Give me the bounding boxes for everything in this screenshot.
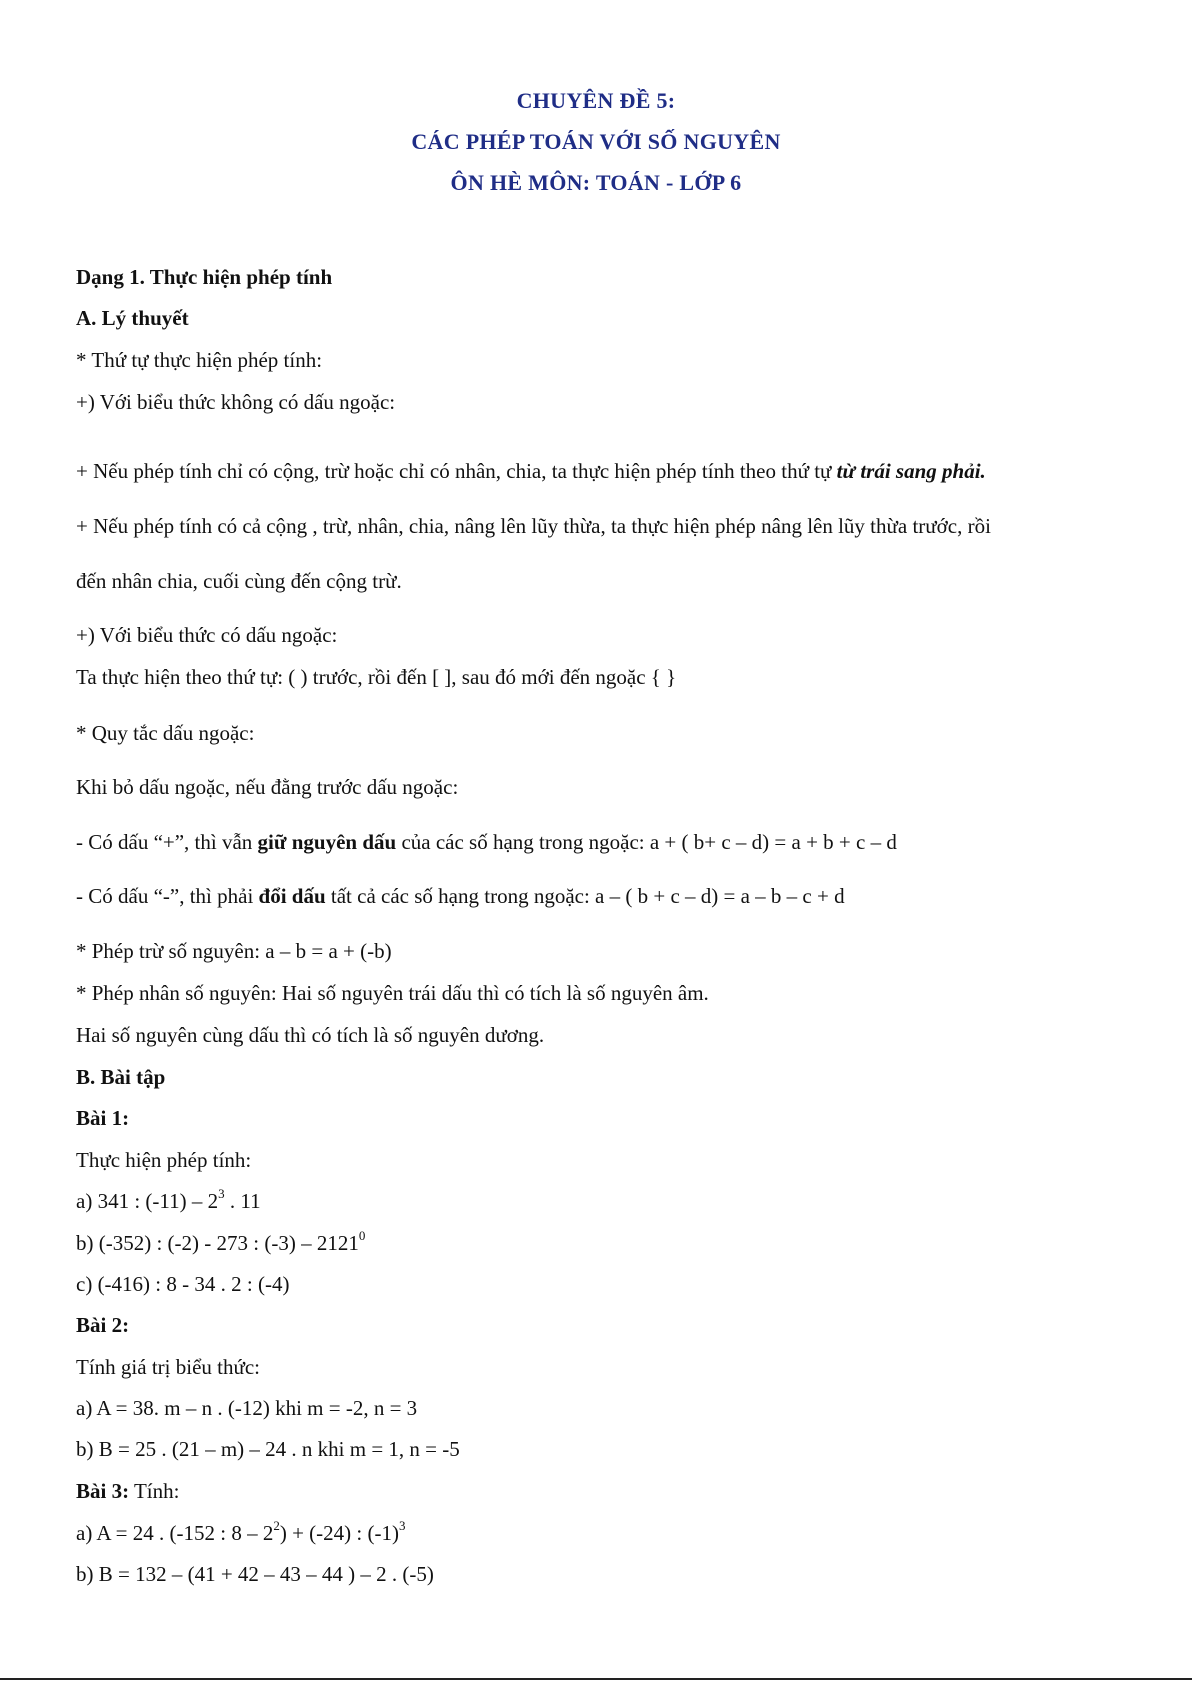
minus-rule bbox=[76, 883, 845, 909]
paren-order: Ta thực hiện theo thứ tự: ( ) trước, rồi đến [ ], sau đó mới đến ngoặc { } bbox=[76, 665, 677, 689]
exercise-3-prompt: Tính: bbox=[129, 1479, 180, 1503]
no-paren-heading: +) Với biểu thức không có dấu ngoặc: bbox=[76, 390, 396, 414]
rule-2-line-1: + Nếu phép tính có cả cộng , trừ, nhân, chia, nâng lên lũy thừa, ta thực hiện phép nâng lên lũy thừa trước, rồi bbox=[76, 514, 991, 538]
exercise-2-label: Bài 2: bbox=[76, 1313, 130, 1337]
rule-1-emphasis: từ trái sang phải. bbox=[836, 459, 986, 483]
exercise-3a-exponent-1: 2 bbox=[273, 1518, 280, 1533]
exercise-1b-exponent: 0 bbox=[358, 1228, 366, 1243]
topic-name-title: CÁC PHÉP TOÁN VỚI SỐ NGUYÊN bbox=[411, 129, 781, 154]
plus-rule-pre: - Có dấu “+”, thì vẫn bbox=[76, 830, 258, 854]
exercise-2a: a) A = 38. m – n . (-12) khi m = -2, n = 3 bbox=[76, 1396, 418, 1420]
exercise-3-header bbox=[76, 1478, 179, 1504]
exercise-3a bbox=[76, 1520, 405, 1546]
exercise-2b: b) B = 25 . (21 – m) – 24 . n khi m = 1, n = -5 bbox=[76, 1437, 460, 1461]
exercise-1b bbox=[76, 1230, 365, 1256]
order-title: * Thứ tự thực hiện phép tính: bbox=[76, 348, 323, 372]
subtraction-rule: * Phép trừ số nguyên: a – b = a + (-b) bbox=[76, 939, 392, 963]
with-paren-heading: +) Với biểu thức có dấu ngoặc: bbox=[76, 623, 338, 647]
exercise-1a-exponent: 3 bbox=[218, 1186, 225, 1201]
multiplication-rule-2: Hai số nguyên cùng dấu thì có tích là số nguyên dương. bbox=[76, 1023, 545, 1047]
theory-heading: A. Lý thuyết bbox=[76, 306, 189, 330]
multiplication-rule: * Phép nhân số nguyên: Hai số nguyên trái dấu thì có tích là số nguyên âm. bbox=[76, 981, 709, 1005]
section-heading-dang1: Dạng 1. Thực hiện phép tính bbox=[76, 265, 333, 289]
minus-rule-post: tất cả các số hạng trong ngoặc: a – ( b + c – d) = a – b – c + d bbox=[325, 884, 845, 908]
plus-rule-bold: giữ nguyên dấu bbox=[257, 830, 397, 854]
footer-divider bbox=[0, 1678, 1192, 1680]
bracket-rule-intro: Khi bỏ dấu ngoặc, nếu đằng trước dấu ngoặc: bbox=[76, 775, 459, 799]
exercise-3b: b) B = 132 – (41 + 42 – 43 – 44 ) – 2 . (-5) bbox=[76, 1562, 434, 1586]
bracket-rule-title: * Quy tắc dấu ngoặc: bbox=[76, 721, 255, 745]
exercise-2-prompt: Tính giá trị biểu thức: bbox=[76, 1355, 261, 1379]
exercise-1a-post: . 11 bbox=[224, 1189, 261, 1213]
course-title: ÔN HÈ MÔN: TOÁN - LỚP 6 bbox=[450, 170, 742, 195]
exercise-3a-mid: ) + (-24) : (-1) bbox=[279, 1521, 399, 1545]
minus-rule-bold: đổi dấu bbox=[258, 884, 326, 908]
exercise-1b-pre: b) (-352) : (-2) - 273 : (-3) – 2121 bbox=[76, 1231, 359, 1255]
exercise-3a-exponent-2: 3 bbox=[398, 1518, 406, 1533]
exercise-1a-pre: a) 341 : (-11) – 2 bbox=[76, 1189, 219, 1213]
plus-rule-post: của các số hạng trong ngoặc: a + ( b+ c – d) = a + b + c – d bbox=[396, 830, 897, 854]
topic-number-title: CHUYÊN ĐỀ 5: bbox=[516, 88, 676, 113]
exercise-1-prompt: Thực hiện phép tính: bbox=[76, 1148, 252, 1172]
minus-rule-pre: - Có dấu “-”, thì phải bbox=[76, 884, 259, 908]
exercise-3a-pre: a) A = 24 . (-152 : 8 – 2 bbox=[76, 1521, 274, 1545]
exercise-3-label: Bài 3: bbox=[76, 1479, 130, 1503]
rule-2-line-2: đến nhân chia, cuối cùng đến cộng trừ. bbox=[76, 569, 402, 593]
plus-rule bbox=[76, 829, 897, 855]
rule-1 bbox=[76, 458, 986, 484]
exercises-heading: B. Bài tập bbox=[76, 1065, 166, 1089]
rule-1-text: + Nếu phép tính chỉ có cộng, trừ hoặc chỉ có nhân, chia, ta thực hiện phép tính theo thứ tự bbox=[76, 459, 837, 483]
exercise-1c: c) (-416) : 8 - 34 . 2 : (-4) bbox=[76, 1272, 290, 1296]
exercise-1a bbox=[76, 1188, 261, 1214]
exercise-1-label: Bài 1: bbox=[76, 1106, 130, 1130]
